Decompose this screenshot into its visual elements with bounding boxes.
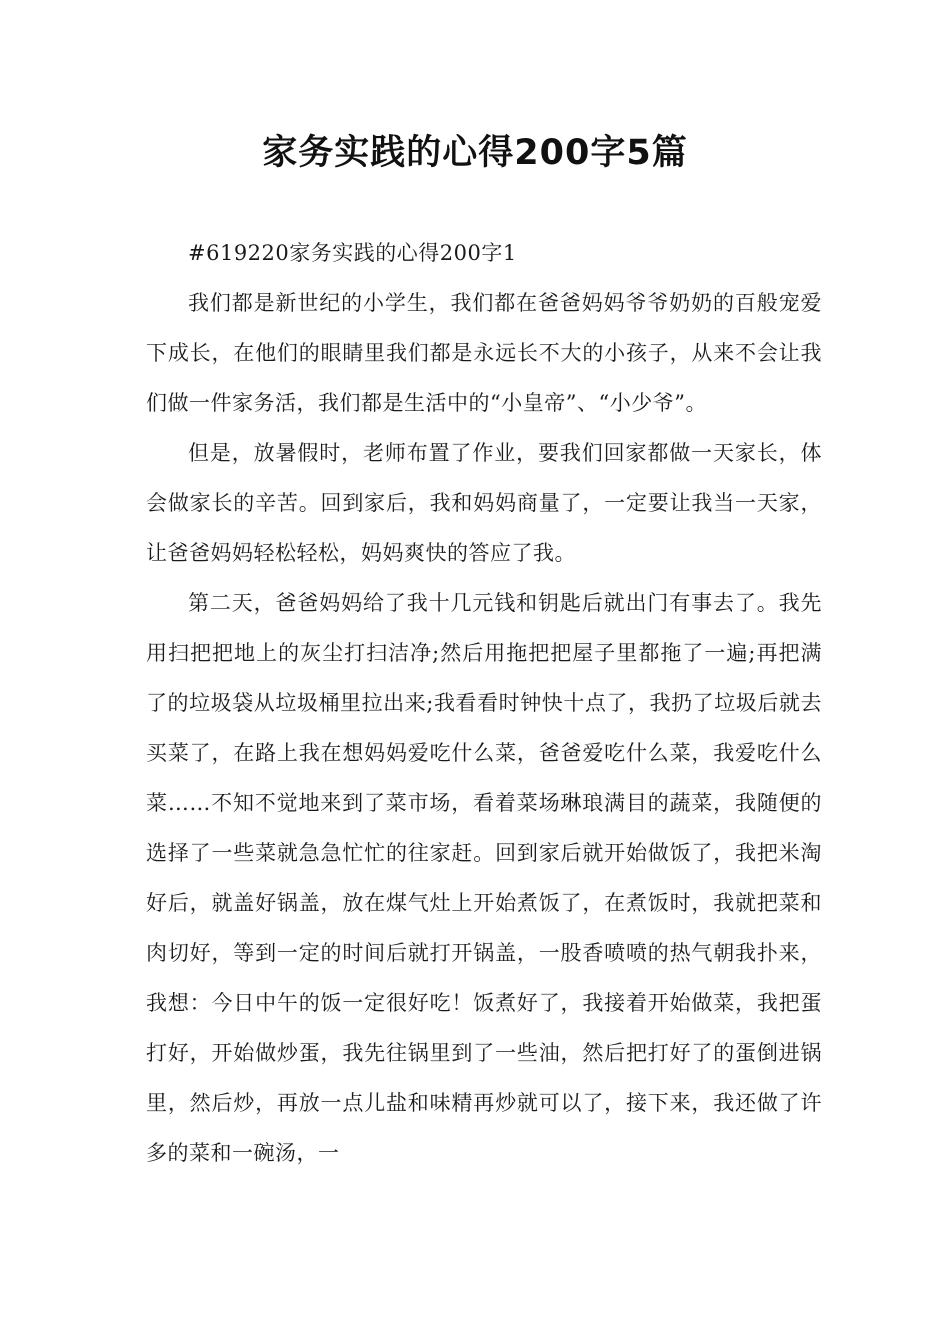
paragraph-2: 但是，放暑假时，老师布置了作业，要我们回家都做一天家长，体会做家长的辛苦。回到家后，我和妈妈商量了，一定要让我当一天家，让爸爸妈妈轻松轻松，妈妈爽快的答应了我。: [146, 441, 822, 565]
paragraph-1: 我们都是新世纪的小学生，我们都在爸爸妈妈爷爷奶奶的百般宠爱下成长，在他们的眼睛里我们都是永远长不大的小孩子，从来不会让我们做一件家务活，我们都是生活中的“小皇帝”、“小少爷”。: [146, 291, 822, 415]
paragraph-3: 第二天，爸爸妈妈给了我十几元钱和钥匙后就出门有事去了。我先用扫把把地上的灰尘打扫洁净;然后用拖把把屋子里都拖了一遍;再把满了的垃圾袋从垃圾桶里拉出来;我看看时钟快十点了，我扔了垃圾后就去买菜了，在路上我在想妈妈爱吃什么菜，爸爸爱吃什么菜，我爱吃什么菜……不知不觉地来到了菜市场，看着菜场琳琅满目的蔬菜，我随便的选择了一些菜就急急忙忙的往家赶。回到家后就开始做饭了，我把米淘好后，就盖好锅盖，放在煤气灶上开始煮饭了，在煮饭时，我就把菜和肉切好，等到一定的时间后就打开锅盖，一股香喷喷的热气朝我扑来，我想：今日中午的饭一定很好吃！饭煮好了，我接着开始做菜，我把蛋打好，开始做炒蛋，我先往锅里到了一些油，然后把打好了的蛋倒进锅里，然后炒，再放一点儿盐和味精再炒就可以了，接下来，我还做了许多的菜和一碗汤，一: [146, 591, 822, 1165]
document-body: [146, 228, 822, 1178]
section-heading: #619220家务实践的心得200字1: [188, 241, 517, 265]
document-title: 家务实践的心得200字5篇: [262, 133, 688, 173]
